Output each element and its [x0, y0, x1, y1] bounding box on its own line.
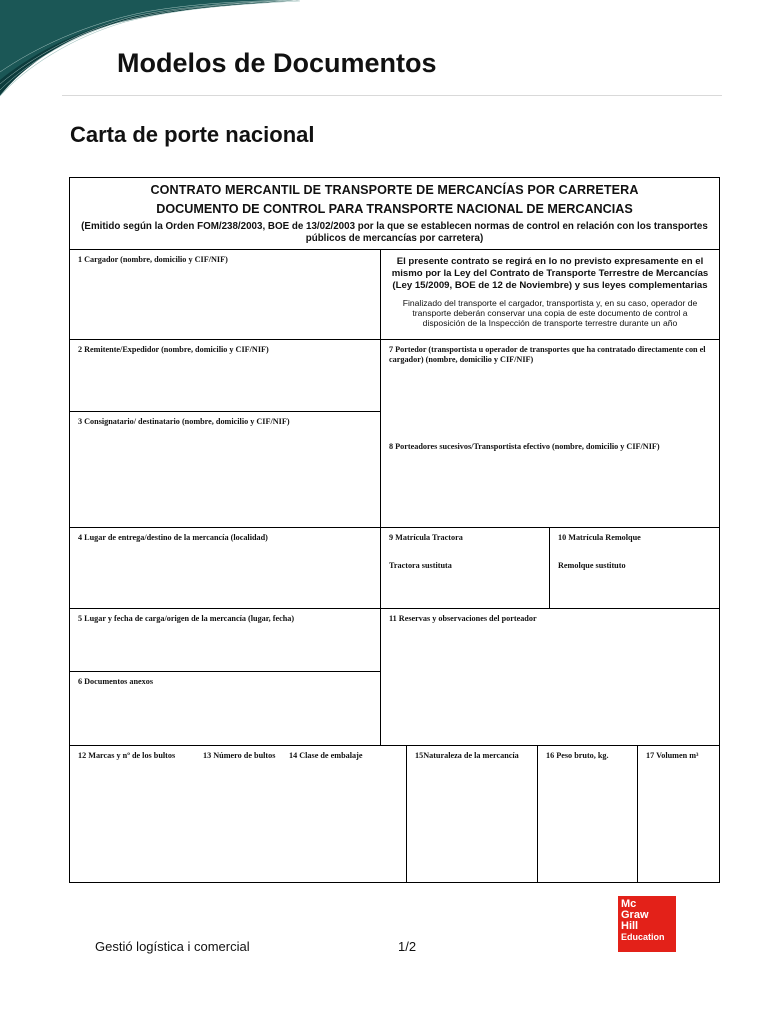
field-lugar-carga-label: 5 Lugar y fecha de carga/origen de la mercancía (lugar, fecha) [78, 614, 295, 623]
legal-note [380, 249, 719, 339]
field-cargador-label: 1 Cargador (nombre, domicilio y CIF/NIF) [78, 255, 228, 264]
legal-note-bold: El presente contrato se regirá en lo no previsto expresamente en el mismo por la Ley del Contrato de Transporte Terrestre de Mercancías (Ley 15/2009, BOE de 12 de Noviembre) y sus leyes complementarias [391, 256, 709, 291]
field-lugar-entrega-label: 4 Lugar de entrega/destino de la mercancía (localidad) [78, 533, 268, 542]
field-lugar-entrega[interactable] [70, 527, 380, 608]
field-peso-bruto-label: 16 Peso bruto, kg. [546, 751, 609, 760]
field-porteadores-sucesivos-label: 8 Porteadores sucesivos/Transportista efectivo (nombre, domicilio y CIF/NIF) [389, 442, 660, 451]
field-matricula-tractora-label: 9 Matrícula Tractora [389, 533, 463, 542]
field-matricula-tractora[interactable] [380, 527, 549, 608]
field-remolque-sustituto-label: Remolque sustituto [558, 560, 626, 570]
footer-course-name: Gestió logística i comercial [95, 939, 250, 954]
form-heading-line1: CONTRATO MERCANTIL DE TRANSPORTE DE MERCANCÍAS POR CARRETERA [150, 183, 639, 197]
field-volumen-label: 17 Volumen m³ [646, 751, 699, 760]
field-marcas-bultos[interactable] [70, 745, 406, 882]
legal-note-normal: Finalizado del transporte el cargador, transportista y, en su caso, operador de transporte deberán conservar una copia de este documento de control a disposición de la Inspección de transporte terrestre durante un año [402, 298, 698, 328]
footer-page-number: 1/2 [398, 939, 417, 954]
field-consignatario-label: 3 Consignatario/ destinatario (nombre, domicilio y CIF/NIF) [78, 417, 290, 426]
field-tractora-sustituta-label: Tractora sustituta [389, 560, 452, 570]
field-reservas-label: 11 Reservas y observaciones del porteador [389, 614, 537, 623]
field-remitente[interactable] [70, 339, 380, 411]
field-documentos-anexos-label: 6 Documentos anexos [78, 677, 154, 686]
field-volumen[interactable] [637, 745, 719, 882]
field-matricula-remolque-label: 10 Matrícula Remolque [558, 533, 641, 542]
field-consignatario[interactable] [70, 411, 380, 527]
form-heading [70, 178, 719, 249]
carta-de-porte-form [69, 177, 720, 883]
logo-line3: Hill [621, 920, 639, 932]
field-marcas-label: 12 Marcas y nº de los bultos [78, 751, 176, 760]
field-naturaleza-label: 15Naturaleza de la mercancía [415, 751, 519, 760]
logo-line1: Mc [621, 898, 637, 910]
field-matricula-remolque[interactable] [549, 527, 719, 608]
field-porteador[interactable] [380, 339, 719, 527]
document-subtitle: Carta de porte nacional [70, 122, 315, 147]
field-peso-bruto[interactable] [537, 745, 637, 882]
mcgraw-hill-logo [618, 896, 676, 952]
field-numero-bultos-label: 13 Número de bultos [203, 751, 276, 760]
field-cargador[interactable] [70, 249, 380, 339]
form-heading-line3: (Emitido según la Orden FOM/238/2003, BOE de 13/02/2003 por la que se establecen normas de control en relación con los transportes públicos de mercancías por carretera) [81, 221, 708, 244]
logo-line4: Education [621, 932, 665, 942]
field-reservas[interactable] [380, 608, 719, 745]
page-header-title: Modelos de Documentos [117, 48, 437, 78]
field-documentos-anexos[interactable] [70, 671, 380, 745]
form-heading-line2: DOCUMENTO DE CONTROL PARA TRANSPORTE NACIONAL DE MERCANCIAS [156, 202, 633, 216]
field-lugar-carga[interactable] [70, 608, 380, 671]
field-naturaleza[interactable] [406, 745, 537, 882]
field-clase-embalaje-label: 14 Clase de embalaje [289, 751, 363, 760]
logo-line2: Graw [621, 909, 649, 921]
field-porteador-label: 7 Portedor (transportista u operador de transportes que ha contratado directamente con el cargador) (nombre, domicilio y CIF/NIF) [389, 345, 706, 364]
header-divider [62, 95, 722, 96]
field-remitente-label: 2 Remitente/Expedidor (nombre, domicilio y CIF/NIF) [78, 345, 269, 354]
